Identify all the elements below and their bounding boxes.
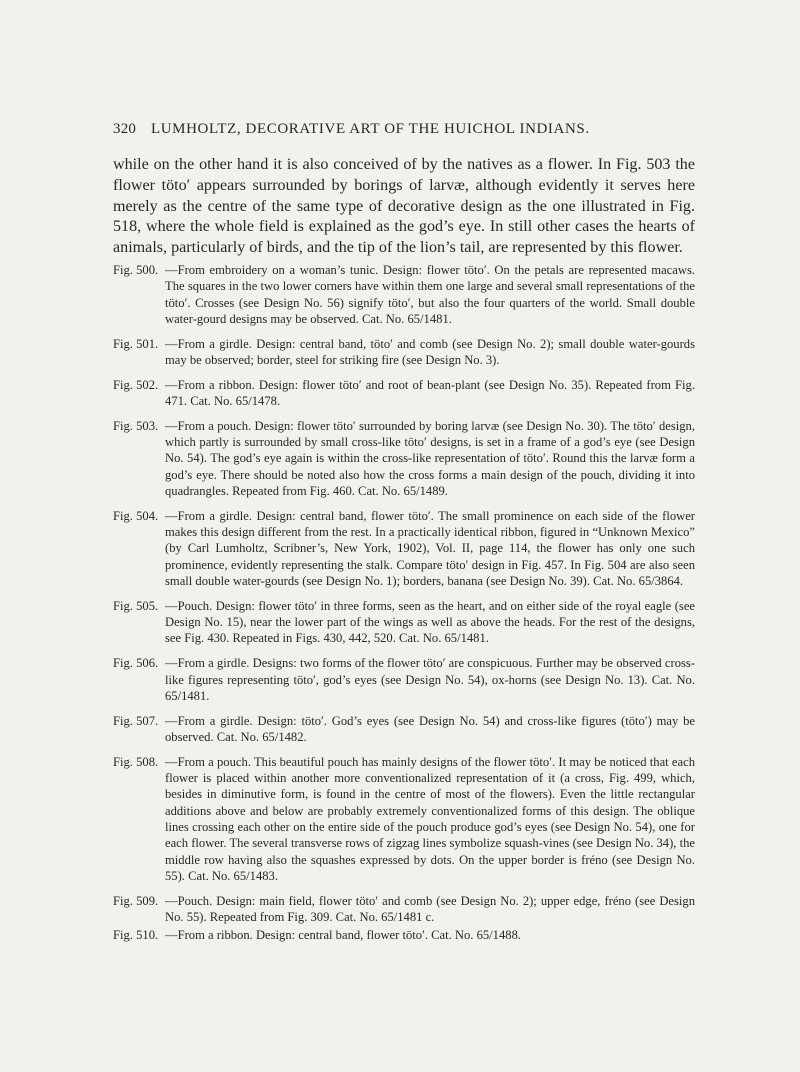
- page-number: 320: [113, 121, 137, 137]
- figure-captions: [113, 262, 695, 952]
- caption-text: —From a pouch. This beautiful pouch has mainly designs of the flower töto′. It may be noticed that each flower is placed within another more conventionalized representation of it (a cross, Fig. 499, which, besides in diminutive form, is found in the centre of most of the flowers). Even the little rectangular additions above and below are probably extremely conventionalized forms of this design. The oblique lines crossing each other on the entire side of the pouch produce god’s eyes (see Design No. 54), one for each flower. The several transverse rows of zigzag lines symbolize squash-vines (see Design No. 34), the middle row having also the squashes expressed by dots. On the upper border is fréno (see Design No. 55). Cat. No. 65/1483.: [165, 754, 695, 883]
- caption-fig-506: [113, 655, 695, 704]
- caption-label: Fig. 506.: [113, 656, 159, 671]
- running-title: LUMHOLTZ, DECORATIVE ART OF THE HUICHOL INDIANS.: [150, 121, 590, 137]
- caption-label: Fig. 504.: [113, 508, 159, 523]
- caption-text: —Pouch. Design: main field, flower töto′ and comb (see Design No. 2); upper edge, fréno (see Design No. 55). Repeated from Fig. 309. Cat. No. 65/1481 c.: [165, 893, 695, 924]
- caption-fig-503: [113, 418, 695, 499]
- caption-label: Fig. 502.: [113, 377, 159, 392]
- caption-fig-507: [113, 713, 695, 746]
- caption-fig-502: [113, 377, 695, 410]
- caption-fig-500: [113, 262, 695, 327]
- caption-fig-504: [113, 508, 695, 589]
- caption-label: Fig. 508.: [113, 754, 159, 769]
- caption-text: —From a girdle. Design: central band, töto′ and comb (see Design No. 2); small double water-gourds may be observed; border, steel for striking fire (see Design No. 3).: [165, 336, 695, 367]
- caption-label: Fig. 501.: [113, 336, 159, 351]
- caption-text: —From a girdle. Designs: two forms of the flower töto′ are conspicuous. Further may be observed cross-like figures representing töto′, god’s eyes (see Design No. 54), ox-horns (see Design No. 13). Cat. No. 65/1481.: [165, 656, 695, 703]
- caption-label: Fig. 505.: [113, 598, 159, 613]
- caption-fig-510: [113, 927, 695, 943]
- intro-paragraph: while on the other hand it is also conceived of by the natives as a flower. In Fig. 503 the flower töto′ appears surrounded by borings of larvæ, although evidently it serves here merely as the centre of the same type of decorative design as the one illustrated in Fig. 518, where the whole field is explained as the god’s eye. In still other cases the hearts of animals, particularly of birds, and the tip of the lion’s tail, are represented by this flower.: [113, 156, 695, 257]
- caption-fig-509: [113, 893, 695, 926]
- caption-label: Fig. 510.: [113, 928, 159, 943]
- caption-label: Fig. 500.: [113, 263, 159, 277]
- caption-fig-508: [113, 754, 695, 884]
- caption-text: —From a ribbon. Design: flower töto′ and root of bean-plant (see Design No. 35). Repeated from Fig. 471. Cat. No. 65/1478.: [165, 377, 695, 409]
- caption-fig-505: [113, 598, 695, 647]
- caption-label: Fig. 507.: [113, 713, 159, 728]
- caption-fig-501: [113, 336, 695, 369]
- caption-label: Fig. 503.: [113, 418, 159, 433]
- caption-label: Fig. 509.: [113, 893, 159, 908]
- caption-text: —From a ribbon. Design: central band, flower töto′. Cat. No. 65/1488.: [165, 928, 522, 943]
- page-header: [113, 121, 713, 138]
- caption-text: —Pouch. Design: flower töto′ in three forms, seen as the heart, and on either side of the royal eagle (see Design No. 15), near the lower part of the wings as well as above the heads. For the rest of the designs, see Fig. 430. Repeated in Figs. 430, 442, 520. Cat. No. 65/1481.: [165, 598, 695, 646]
- caption-text: —From a girdle. Design: töto′. God’s eyes (see Design No. 54) and cross-like figures (töto′) may be observed. Cat. No. 65/1482.: [165, 713, 695, 744]
- caption-text: —From a pouch. Design: flower töto′ surrounded by boring larvæ (see Design No. 30). The töto′ design, which partly is surrounded by small cross-like töto′ designs, is set in a frame of a god’s eye (see Design No. 54). The god’s eye again is within the cross-like representation of töto′. Round this the larvæ form a god’s eye. There should be noted also how the cross forms a main design of the pouch, dividing it into quadrangles. Repeated from Fig. 460. Cat. No. 65/1489.: [165, 418, 695, 499]
- caption-text: —From embroidery on a woman’s tunic. Design: flower töto′. On the petals are represented macaws. The squares in the two lower corners have within them one large and several small representations of the töto′. Crosses (see Design No. 56) signify töto′, but also the four quarters of the world. Small double water-gourd designs may be observed. Cat. No. 65/1481.: [165, 263, 695, 326]
- caption-text: —From a girdle. Design: central band, flower töto′. The small prominence on each side of the flower makes this design different from the rest. In a practically identical ribbon, figured in “Unknown Mexico” (by Carl Lumholtz, Scribner’s, New York, 1902), Vol. II, page 114, the flower has only one such prominence, evidently representing the stalk. Compare töto′ design in Fig. 457. In Fig. 504 are also seen small double water-gourds (see Design No. 1); borders, banana (see Design No. 39). Cat. No. 65/3864.: [165, 508, 695, 589]
